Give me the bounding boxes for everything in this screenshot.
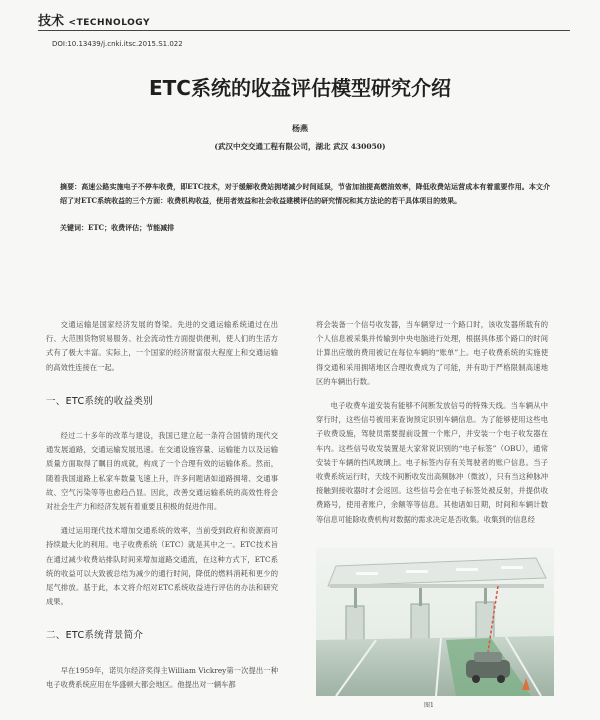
section-label: 技术 bbox=[38, 14, 65, 29]
abstract bbox=[60, 180, 550, 208]
section-header bbox=[38, 10, 150, 29]
abstract-text: 高速公路实施电子不停车收费，即ETC技术，对于缓解收费站拥堵减少时间延误，节省加油提高燃油效率，降低收费站运营成本有着重要作用。本文介绍了对ETC系统收益的三个方面：收费机构收益，使用者效益和社会收益建模评估的研究情况和其方法论的若干具体项目的效果。 bbox=[60, 182, 550, 205]
intro-paragraph: 交通运输是国家经济发展的脊梁。先进的交通运输系统通过在出行、大范围货物贸易服务、社会流动性方面提供便利，使人们的生活方式有了极大丰富。实际上，一个国家的经济财富很大程度上和交通运输的高效性连接在一起。 bbox=[46, 320, 278, 372]
right-column bbox=[316, 318, 548, 537]
abstract-label: 摘要： bbox=[60, 182, 82, 191]
paragraph: 经过二十多年的改革与建设，我国已建立起一条符合国情的现代交通发展道路，交通运输发展迅速。在交通设施容量、运输能力以及运输质量方面取得了瞩目的成就，构成了一个合理有效的运输体系。然而，随着我国道路上私家车数量飞速上升，许多问题诸如道路拥堵、交通事故、空气污染等等也愈趋凸显。因此，改善交通运输系统的高效性将会对社会生产力和经济发展有着重要且积极的促进作用。 bbox=[46, 431, 278, 512]
affiliation: (武汉中交交通工程有限公司，湖北 武汉 430050) bbox=[214, 142, 386, 151]
paragraph: 通过运用现代技术增加交通系统的效率，当前受到政府和资源商可持续最大化的利用。电子收费系统（ETC）就是其中之一。ETC技术旨在通过减少收费站排队时间来增加道路交通流，在这种方式下，ETC系统的收益可以大致被总结为减少的通行时间，降低的燃料消耗和更少的尾气排放。基于此，本文将介绍对ETC系统收益进行评估的办法和研究成果。 bbox=[46, 526, 278, 607]
section-heading-2: 二、ETC系统背景简介 bbox=[46, 630, 144, 642]
keywords-label: 关键词： bbox=[60, 223, 88, 232]
paragraph: 早在1959年，诺贝尔经济奖得主William Vickrey第一次提出一种电子收费系统应用在华盛顿大都会地区。他提出对一辆车都 bbox=[46, 665, 278, 689]
author: 杨燕 bbox=[292, 123, 308, 133]
paragraph: 将会装备一个信号收发器，当车辆穿过一个路口时，该收发器所载有的个人信息被采集并传输到中央电脑进行处理，根据具体那个路口的时间计算出应缴的费用被记在每位车辆的“账单”上。电子收费系统的实施使得交通和采用拥堵地区合理收费成为了可能，并有助于严格限制高速地区的车辆出行数。 bbox=[316, 320, 548, 386]
keywords-text: ETC；收费评估；节能减排 bbox=[88, 223, 175, 232]
article-title: ETC系统的收益评估模型研究介绍 bbox=[149, 76, 451, 100]
keywords bbox=[60, 223, 174, 233]
paragraph: 电子收费车道安装有能够不间断发放信号的特殊天线。当车辆从中穿行时，这些信号被用来查询预定识别车辆信息。为了能够使用这些电子收费设施，驾驶员需要提前设置一个账户，并安装一个电子收发器在车内。这些信号收发装置是大家常说识别的“电子标签”（OBU），通常安装于车辆的挡风玻璃上。电子标签内存有关驾驶者的账户信息。当子收费系统运行时，天线不间断收发出高频脉冲（微波），只有当这种脉冲接触到接收器时才会返回。这些信号会在电子标签处被反射，并提供收费路号，使用者账户，余额等等信息。其他诸如日期，时间和车辆计数等信息可能除收费机构对数据的需求决定是否收集。收集到的信息经 bbox=[316, 401, 548, 524]
left-column bbox=[46, 318, 278, 702]
doi: DOI:10.13439/j.cnki.itsc.2015.S1.022 bbox=[52, 40, 183, 48]
toll-plaza-figure bbox=[316, 548, 554, 696]
section-heading-1: 一、ETC系统的收益类别 bbox=[46, 395, 153, 407]
figure-caption: 图1 bbox=[424, 702, 434, 709]
section-label-en: <TECHNOLOGY bbox=[68, 18, 150, 28]
header-divider bbox=[38, 30, 570, 31]
toll-plaza-illustration bbox=[316, 548, 554, 696]
